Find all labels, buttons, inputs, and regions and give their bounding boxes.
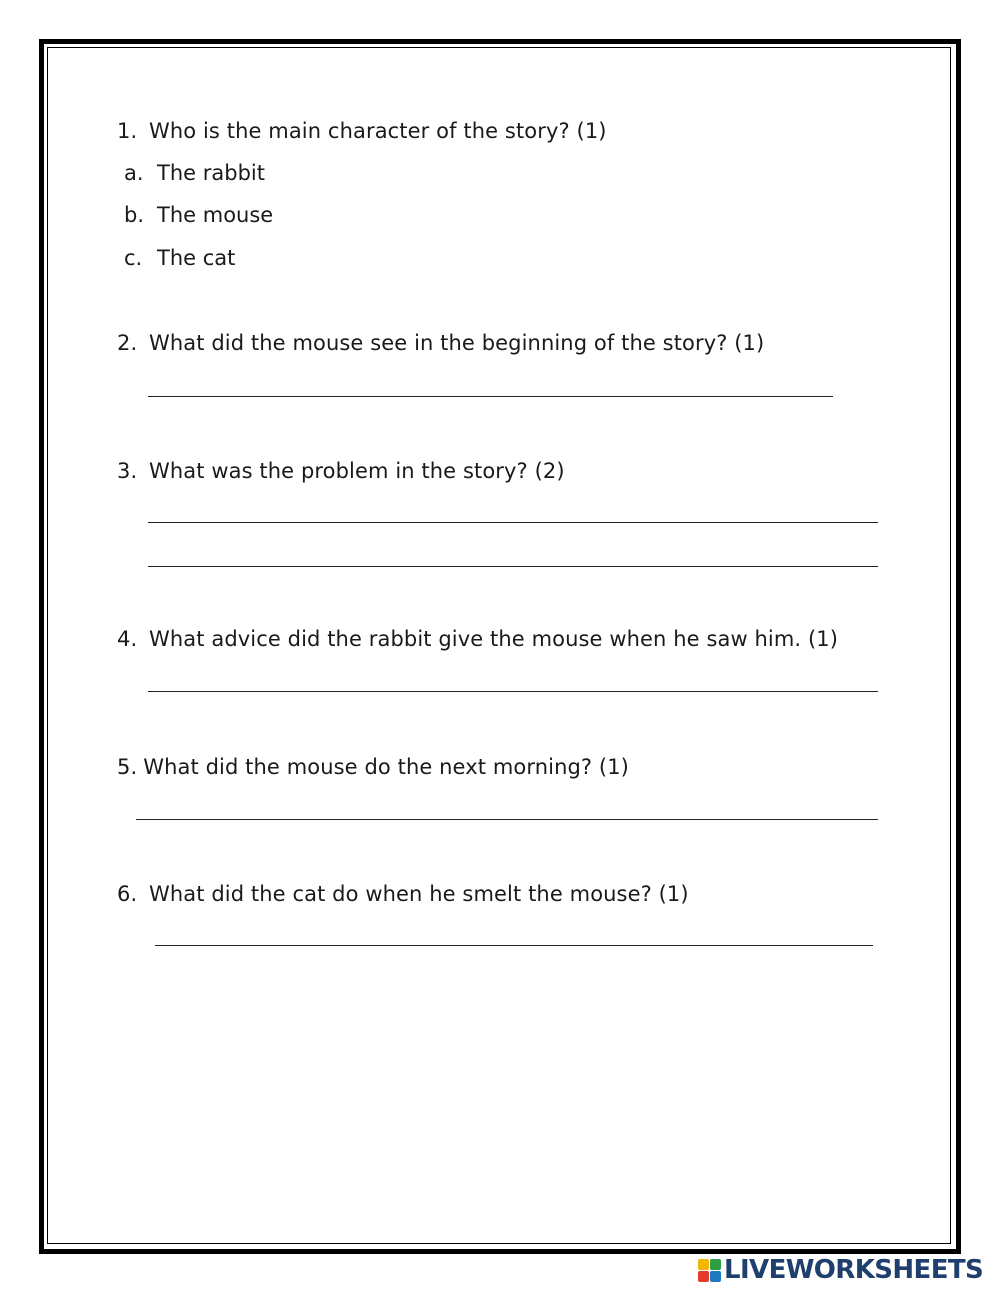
question-number: 1. — [117, 119, 138, 143]
question-2 — [117, 331, 764, 355]
question-text: What advice did the rabbit give the mouse when he saw him. (1) — [149, 627, 838, 651]
question-1-option-a — [124, 161, 265, 185]
question-number: 5. — [117, 755, 138, 779]
question-1-option-c — [124, 246, 235, 270]
answer-line-2[interactable] — [148, 396, 833, 397]
question-1-option-b — [124, 203, 273, 227]
question-1 — [117, 119, 607, 143]
question-6 — [117, 882, 689, 906]
option-text: The mouse — [157, 203, 274, 227]
question-text: What did the mouse do the next morning? (1) — [143, 755, 629, 779]
question-text: Who is the main character of the story? (1) — [149, 119, 607, 143]
logo-blocks-icon — [698, 1259, 721, 1282]
answer-line-3a[interactable] — [148, 522, 878, 523]
answer-line-3b[interactable] — [148, 566, 878, 567]
option-letter: a. — [124, 161, 144, 185]
question-5 — [117, 755, 629, 779]
option-letter: b. — [124, 203, 145, 227]
answer-line-6[interactable] — [155, 945, 873, 946]
answer-line-5[interactable] — [136, 819, 878, 820]
liveworksheets-logo — [698, 1255, 983, 1285]
question-text: What was the problem in the story? (2) — [149, 459, 565, 483]
question-3 — [117, 459, 565, 483]
question-number: 3. — [117, 459, 138, 483]
option-letter: c. — [124, 246, 143, 270]
logo-text: LIVEWORKSHEETS — [724, 1255, 984, 1285]
option-text: The cat — [157, 246, 236, 270]
option-text: The rabbit — [157, 161, 265, 185]
question-number: 6. — [117, 882, 138, 906]
answer-line-4[interactable] — [148, 691, 878, 692]
question-text: What did the cat do when he smelt the mouse? (1) — [149, 882, 689, 906]
question-4 — [117, 627, 838, 651]
question-number: 2. — [117, 331, 138, 355]
question-number: 4. — [117, 627, 138, 651]
question-text: What did the mouse see in the beginning of the story? (1) — [149, 331, 765, 355]
